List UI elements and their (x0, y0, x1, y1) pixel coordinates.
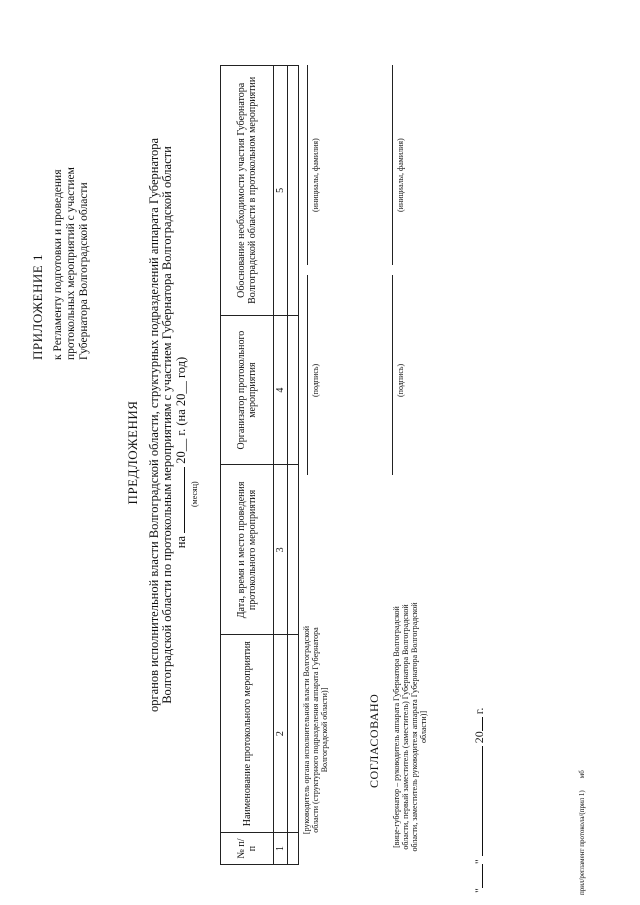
header-cell-number: № п/п (221, 833, 274, 865)
column-number-cell: 1 (274, 833, 288, 865)
signature-caption: (подпись) (311, 363, 320, 397)
year-suffix: г. (472, 707, 486, 715)
column-number-cell: 3 (274, 465, 288, 635)
footer-path (578, 770, 586, 895)
footer-file-path: прил/регламент протокола/(прил 1) (578, 790, 586, 895)
name-caption: (инициалы, фамилия) (311, 138, 320, 212)
annex-subtitle-line: Губернатора Волгоградской области (78, 182, 90, 360)
name-line (307, 65, 308, 265)
date-open-quote: " (472, 888, 486, 893)
table-header-row (221, 66, 274, 865)
signature-caption: (подпись) (396, 363, 405, 397)
header-cell-organizer: Организатор протокольного мероприятия (221, 315, 274, 465)
annex-subtitle (52, 130, 91, 360)
table-number-row (274, 66, 288, 865)
document-title: ПРЕДЛОЖЕНИЯ (125, 400, 140, 505)
period-line (174, 0, 189, 905)
empty-cell (288, 465, 299, 635)
document-subtitle-line: органов исполнительной власти Волгоградской области, структурных подразделений аппарата Губернатора (147, 137, 161, 713)
name-caption: (инициалы, фамилия) (396, 138, 405, 212)
annex-title: ПРИЛОЖЕНИЕ 1 (30, 254, 45, 360)
approver-signature-label: [вице-губернатор – руководитель аппарата Губернатора Волгоградской области, первый заместитель (заместитель) Губернатора Волгоградской области, заместитель руководителя аппарата Губернатора Волгоградской области)] (392, 602, 428, 852)
table-empty-row (288, 66, 299, 865)
name-line (392, 65, 393, 265)
year-blank (472, 717, 483, 731)
month-caption: (месяц) (190, 481, 199, 507)
column-number-cell: 5 (274, 66, 288, 316)
month-blank (174, 467, 185, 533)
period-prefix: на (174, 536, 188, 549)
day-blank (472, 864, 483, 888)
empty-cell (288, 315, 299, 465)
year-prefix: 20 (472, 731, 486, 744)
date-close-quote: " (472, 859, 486, 865)
document-subtitle-line: Волгоградской области по протокольным мероприятиям с участием Губернатора Волгоградской области (160, 146, 174, 704)
annex-subtitle-line: протокольных мероприятий с участием (65, 167, 77, 360)
month-blank (472, 746, 483, 856)
header-cell-date-place: Дата, время и место проведения протокольного мероприятия (221, 465, 274, 635)
date-line (472, 708, 487, 893)
header-cell-event-name: Наименование протокольного мероприятия (221, 635, 274, 833)
empty-cell (288, 66, 299, 316)
annex-subtitle-line: к Регламенту подготовки и проведения (52, 169, 64, 360)
document-subtitle (148, 35, 174, 815)
footer-number: мб (578, 770, 586, 779)
empty-cell (288, 635, 299, 833)
signature-line (392, 275, 393, 475)
header-cell-justification: Обоснование необходимости участия Губернатора Волгоградской области в протокольном мероприятии (221, 66, 274, 316)
proposals-table (220, 65, 299, 865)
head-signature-label: [руководитель органа исполнительной власти Волгоградской области (структурного подразделения аппарата Губернатора Волгоградской области)] (302, 625, 329, 835)
period-middle: 20__ г. (на 20__ год) (174, 356, 188, 464)
empty-cell (288, 833, 299, 865)
column-number-cell: 4 (274, 315, 288, 465)
signature-line (307, 275, 308, 475)
column-number-cell: 2 (274, 635, 288, 833)
agreed-label: СОГЛАСОВАНО (367, 693, 381, 788)
